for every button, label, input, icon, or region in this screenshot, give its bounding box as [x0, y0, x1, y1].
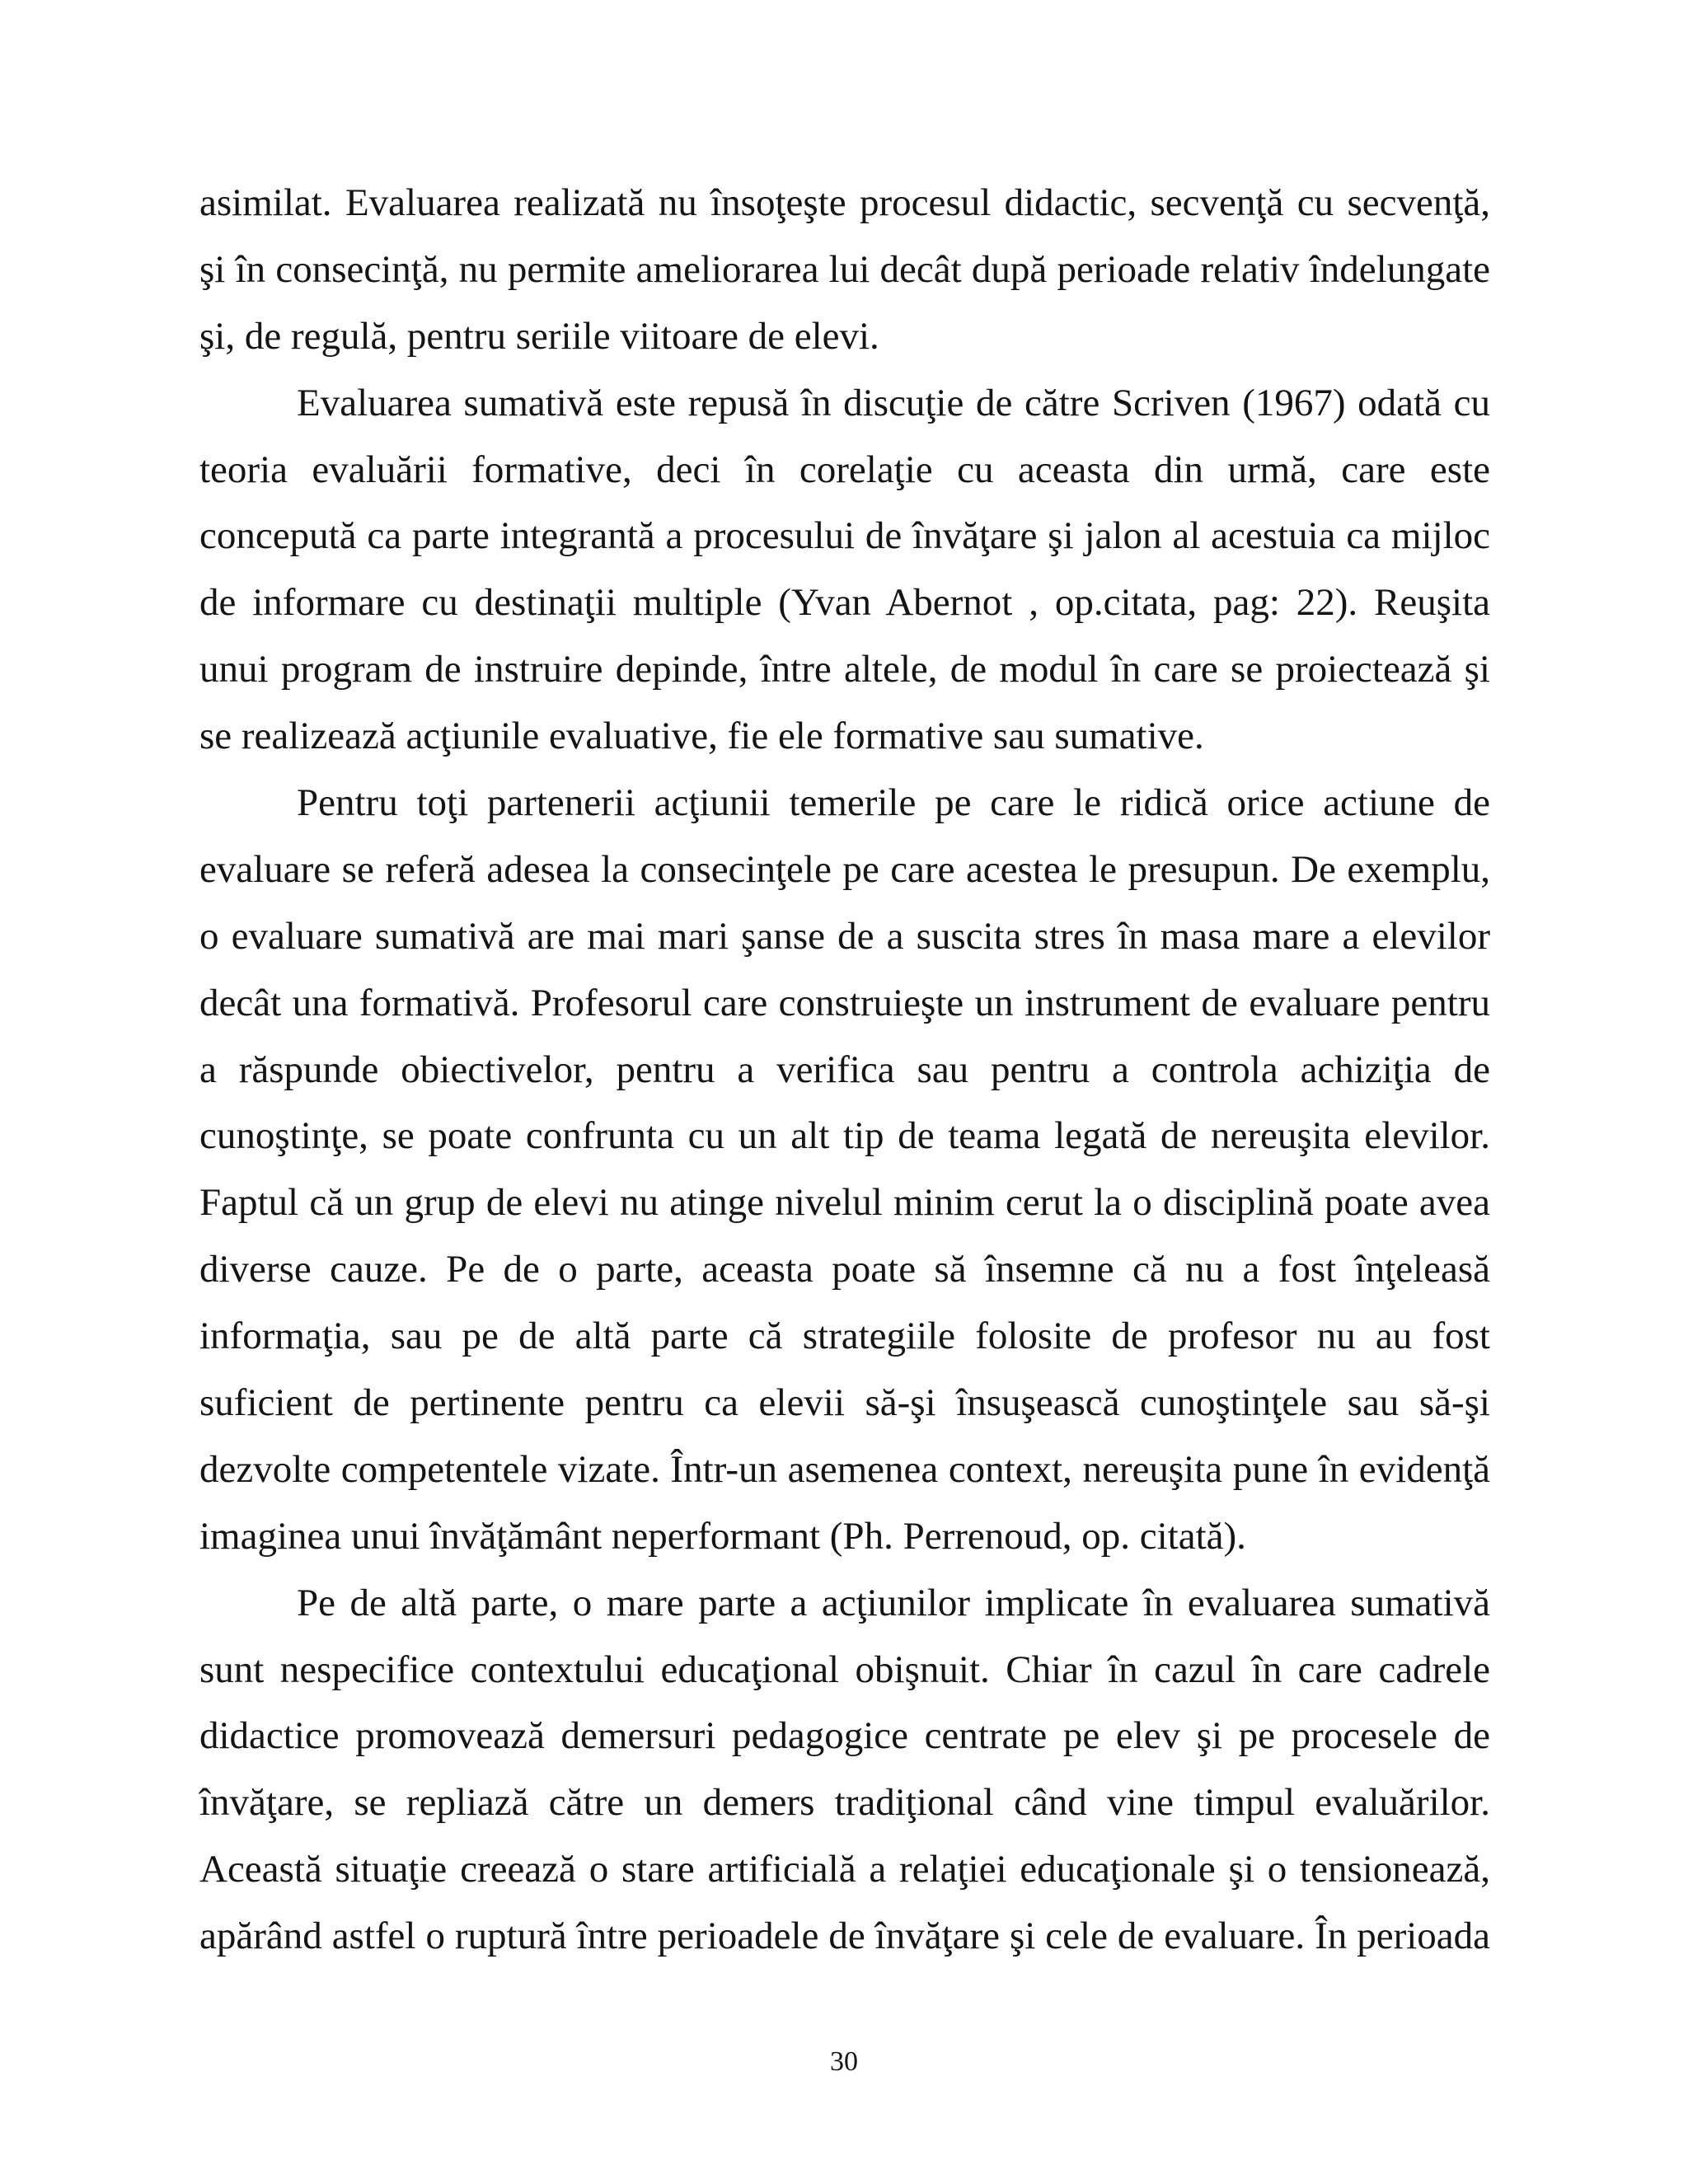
text-line: apărând astfel o ruptură între perioadele de învăţare şi cele de evaluare. În perioada	[199, 1915, 1490, 1958]
page-number: 30	[830, 2046, 858, 2077]
text-line: unui program de instruire depinde, între altele, de modul în care se proiectează şi	[199, 648, 1490, 691]
text-line: de informare cu destinaţii multiple (Yvan Abernot , op.citata, pag: 22). Reuşita	[199, 581, 1490, 625]
text-line: Faptul că un grup de elevi nu atinge nivelul minim cerut la o disciplină poate avea	[199, 1181, 1490, 1225]
text-line: evaluare se referă adesea la consecinţele pe care acestea le presupun. De exemplu,	[199, 847, 1490, 891]
text-line: teoria evaluării formative, deci în corelaţie cu aceasta din urmă, care este	[199, 448, 1490, 491]
text-line: suficient de pertinente pentru ca elevii să-şi însuşească cunoştinţele sau să-şi	[199, 1381, 1490, 1425]
body-text	[199, 170, 1490, 1970]
text-line: asimilat. Evaluarea realizată nu însoţeşte procesul didactic, secvenţă cu secvenţă,	[199, 181, 1490, 224]
text-line: cunoştinţe, se poate confrunta cu un alt tip de teama legată de nereuşita elevilor.	[199, 1114, 1490, 1158]
text-line: Pentru toţi partenerii acţiunii temerile pe care le ridică orice actiune de	[297, 781, 1490, 825]
text-line: didactice promovează demersuri pedagogice centrate pe elev şi pe procesele de	[199, 1714, 1490, 1758]
text-line: o evaluare sumativă are mai mari şanse de a suscita stres în masa mare a elevilor	[199, 914, 1490, 958]
text-line: diverse cauze. Pe de o parte, aceasta poate să însemne că nu a fost înţeleasă	[199, 1248, 1490, 1291]
text-line: sunt nespecifice contextului educaţional obişnuit. Chiar în cazul în care cadrele	[199, 1647, 1490, 1691]
text-line: informaţia, sau pe de altă parte că strategiile folosite de profesor nu au fost	[199, 1315, 1490, 1358]
text-line: învăţare, se repliază către un demers tradiţional când vine timpul evaluărilor.	[199, 1781, 1490, 1825]
text-line: şi în consecinţă, nu permite ameliorarea lui decât după perioade relativ îndelungate	[199, 247, 1490, 291]
text-line: a răspunde obiectivelor, pentru a verifica sau pentru a controla achiziţia de	[199, 1047, 1490, 1091]
text-line: Evaluarea sumativă este repusă în discuţie de către Scriven (1967) odată cu	[297, 381, 1490, 424]
text-line: decât una formativă. Profesorul care construieşte un instrument de evaluare pentru	[199, 981, 1490, 1024]
text-line: Această situaţie creează o stare artificială a relaţiei educaţionale şi o tensionează,	[199, 1848, 1490, 1891]
text-line: dezvolte competentele vizate. Într-un asemenea context, nereuşita pune în evidenţă	[199, 1447, 1490, 1491]
text-line: Pe de altă parte, o mare parte a acţiunilor implicate în evaluarea sumativă	[297, 1581, 1490, 1624]
text-line: concepută ca parte integrantă a procesului de învăţare şi jalon al acestuia ca mijloc	[199, 514, 1490, 558]
text-line: se realizează acţiunile evaluative, fie ele formative sau sumative.	[199, 715, 1204, 758]
text-line: şi, de regulă, pentru seriile viitoare de elevi.	[199, 314, 879, 358]
text-line: imaginea unui învăţământ neperformant (Ph. Perrenoud, op. citată).	[199, 1514, 1246, 1558]
